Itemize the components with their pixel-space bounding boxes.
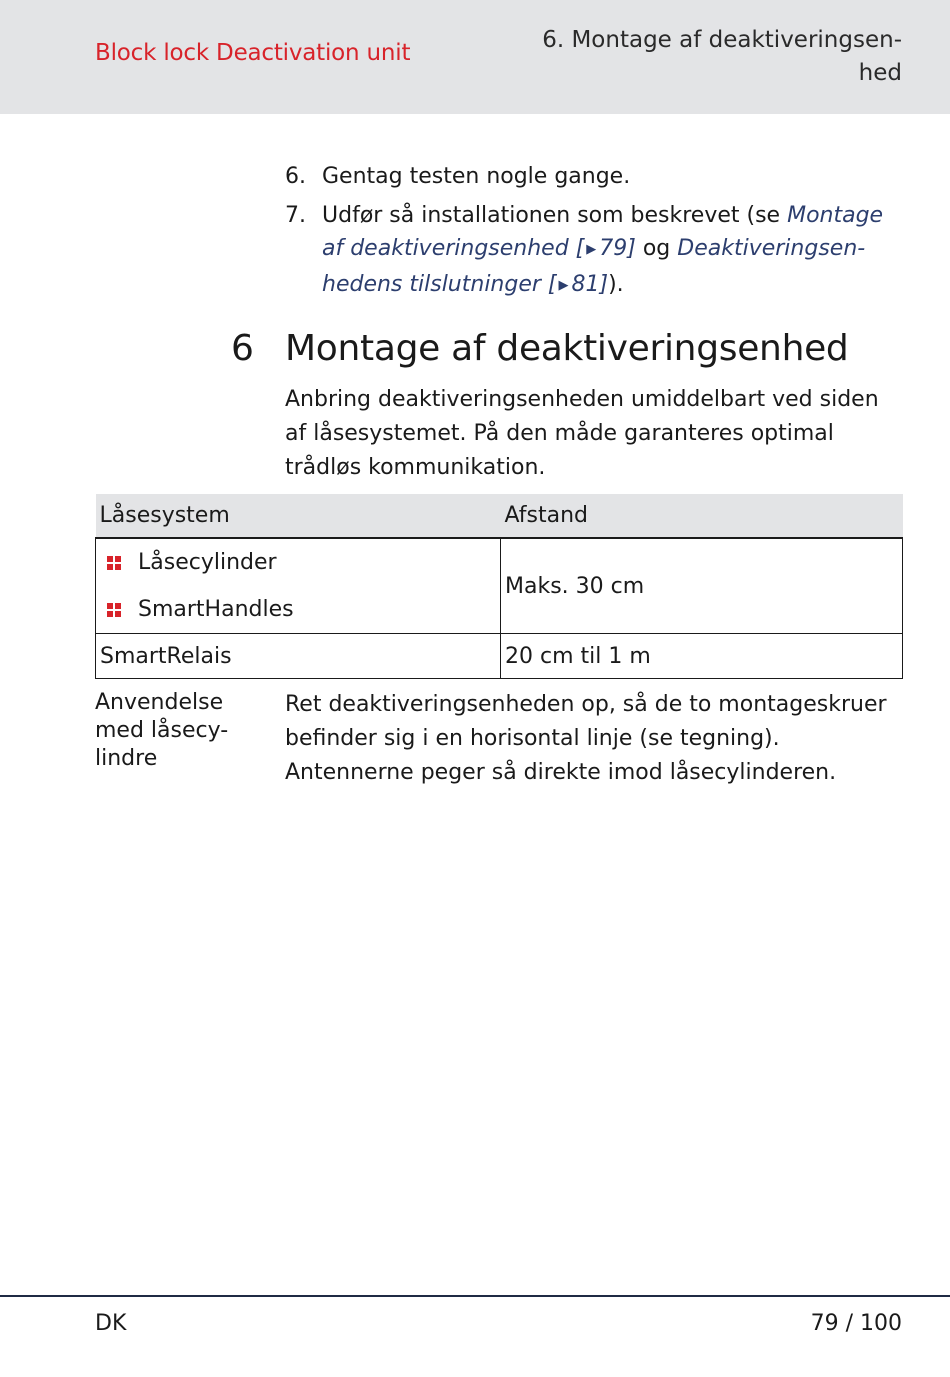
list-item-label: Låsecylinder: [138, 550, 277, 575]
step-text-before: Udfør så installationen som beskrevet (se: [322, 203, 788, 228]
footer-divider: [0, 1295, 950, 1297]
steps-list: [285, 160, 905, 310]
table-header-row: [96, 494, 903, 538]
list-item: [100, 539, 496, 586]
footer-language: DK: [95, 1311, 127, 1336]
distance-cell: 20 cm til 1 m: [501, 634, 903, 679]
header-distance: Afstand: [501, 494, 903, 538]
link-page: 79]: [599, 236, 636, 261]
link-page: 81]: [571, 272, 609, 297]
running-section-line2: hed: [858, 60, 902, 86]
link-text: Montage af deaktiveringsenhed [: [322, 203, 884, 261]
table-row: [96, 538, 903, 634]
red-square-bullet-icon: [107, 556, 121, 570]
section-number: 6: [231, 328, 254, 369]
application-text: Ret deaktiveringsenheden op, så de to montageskruer befinder sig i en horisontal linje (se tegning). Antennerne peger så direkte imod låsecylinderen.: [285, 692, 887, 785]
step-text-after: ).: [608, 272, 624, 297]
running-section-line1: 6. Montage af deaktiveringsen-: [542, 27, 902, 53]
section-title: Montage af deaktiveringsenhed: [285, 328, 849, 369]
page-arrow-icon: ▶: [586, 242, 597, 257]
link-text: Deaktiveringsen-hedens tilslutninger [: [322, 236, 866, 297]
section-intro: Anbring deaktiveringsenheden umiddelbart ved siden af låsesystemet. På den måde garanteres optimal trådløs kommunikation.: [285, 387, 879, 480]
step-item: [285, 160, 905, 193]
step-text-middle: og: [635, 236, 678, 261]
step-item: [285, 199, 905, 304]
header-lock-system: Låsesystem: [96, 494, 501, 538]
product-title: Block lock Deactivation unit: [95, 40, 411, 66]
step-text: Gentag testen nogle gange.: [322, 164, 631, 189]
margin-label: Anvendelse med låsecy-lindre: [95, 690, 229, 771]
page-number: 79 / 100: [810, 1311, 902, 1336]
step-number: 7.: [285, 203, 306, 228]
lock-system-cell: SmartRelais: [96, 634, 501, 679]
lock-system-cell: [96, 538, 501, 634]
step-number: 6.: [285, 164, 306, 189]
list-item-label: SmartHandles: [138, 597, 294, 622]
running-section-title: [522, 24, 902, 90]
distance-table: [95, 494, 903, 679]
red-square-bullet-icon: [107, 603, 121, 617]
table-row: [96, 634, 903, 679]
page-header: [0, 0, 950, 114]
list-item: [100, 586, 496, 633]
distance-cell: Maks. 30 cm: [501, 538, 903, 634]
page-arrow-icon: ▶: [558, 278, 569, 293]
